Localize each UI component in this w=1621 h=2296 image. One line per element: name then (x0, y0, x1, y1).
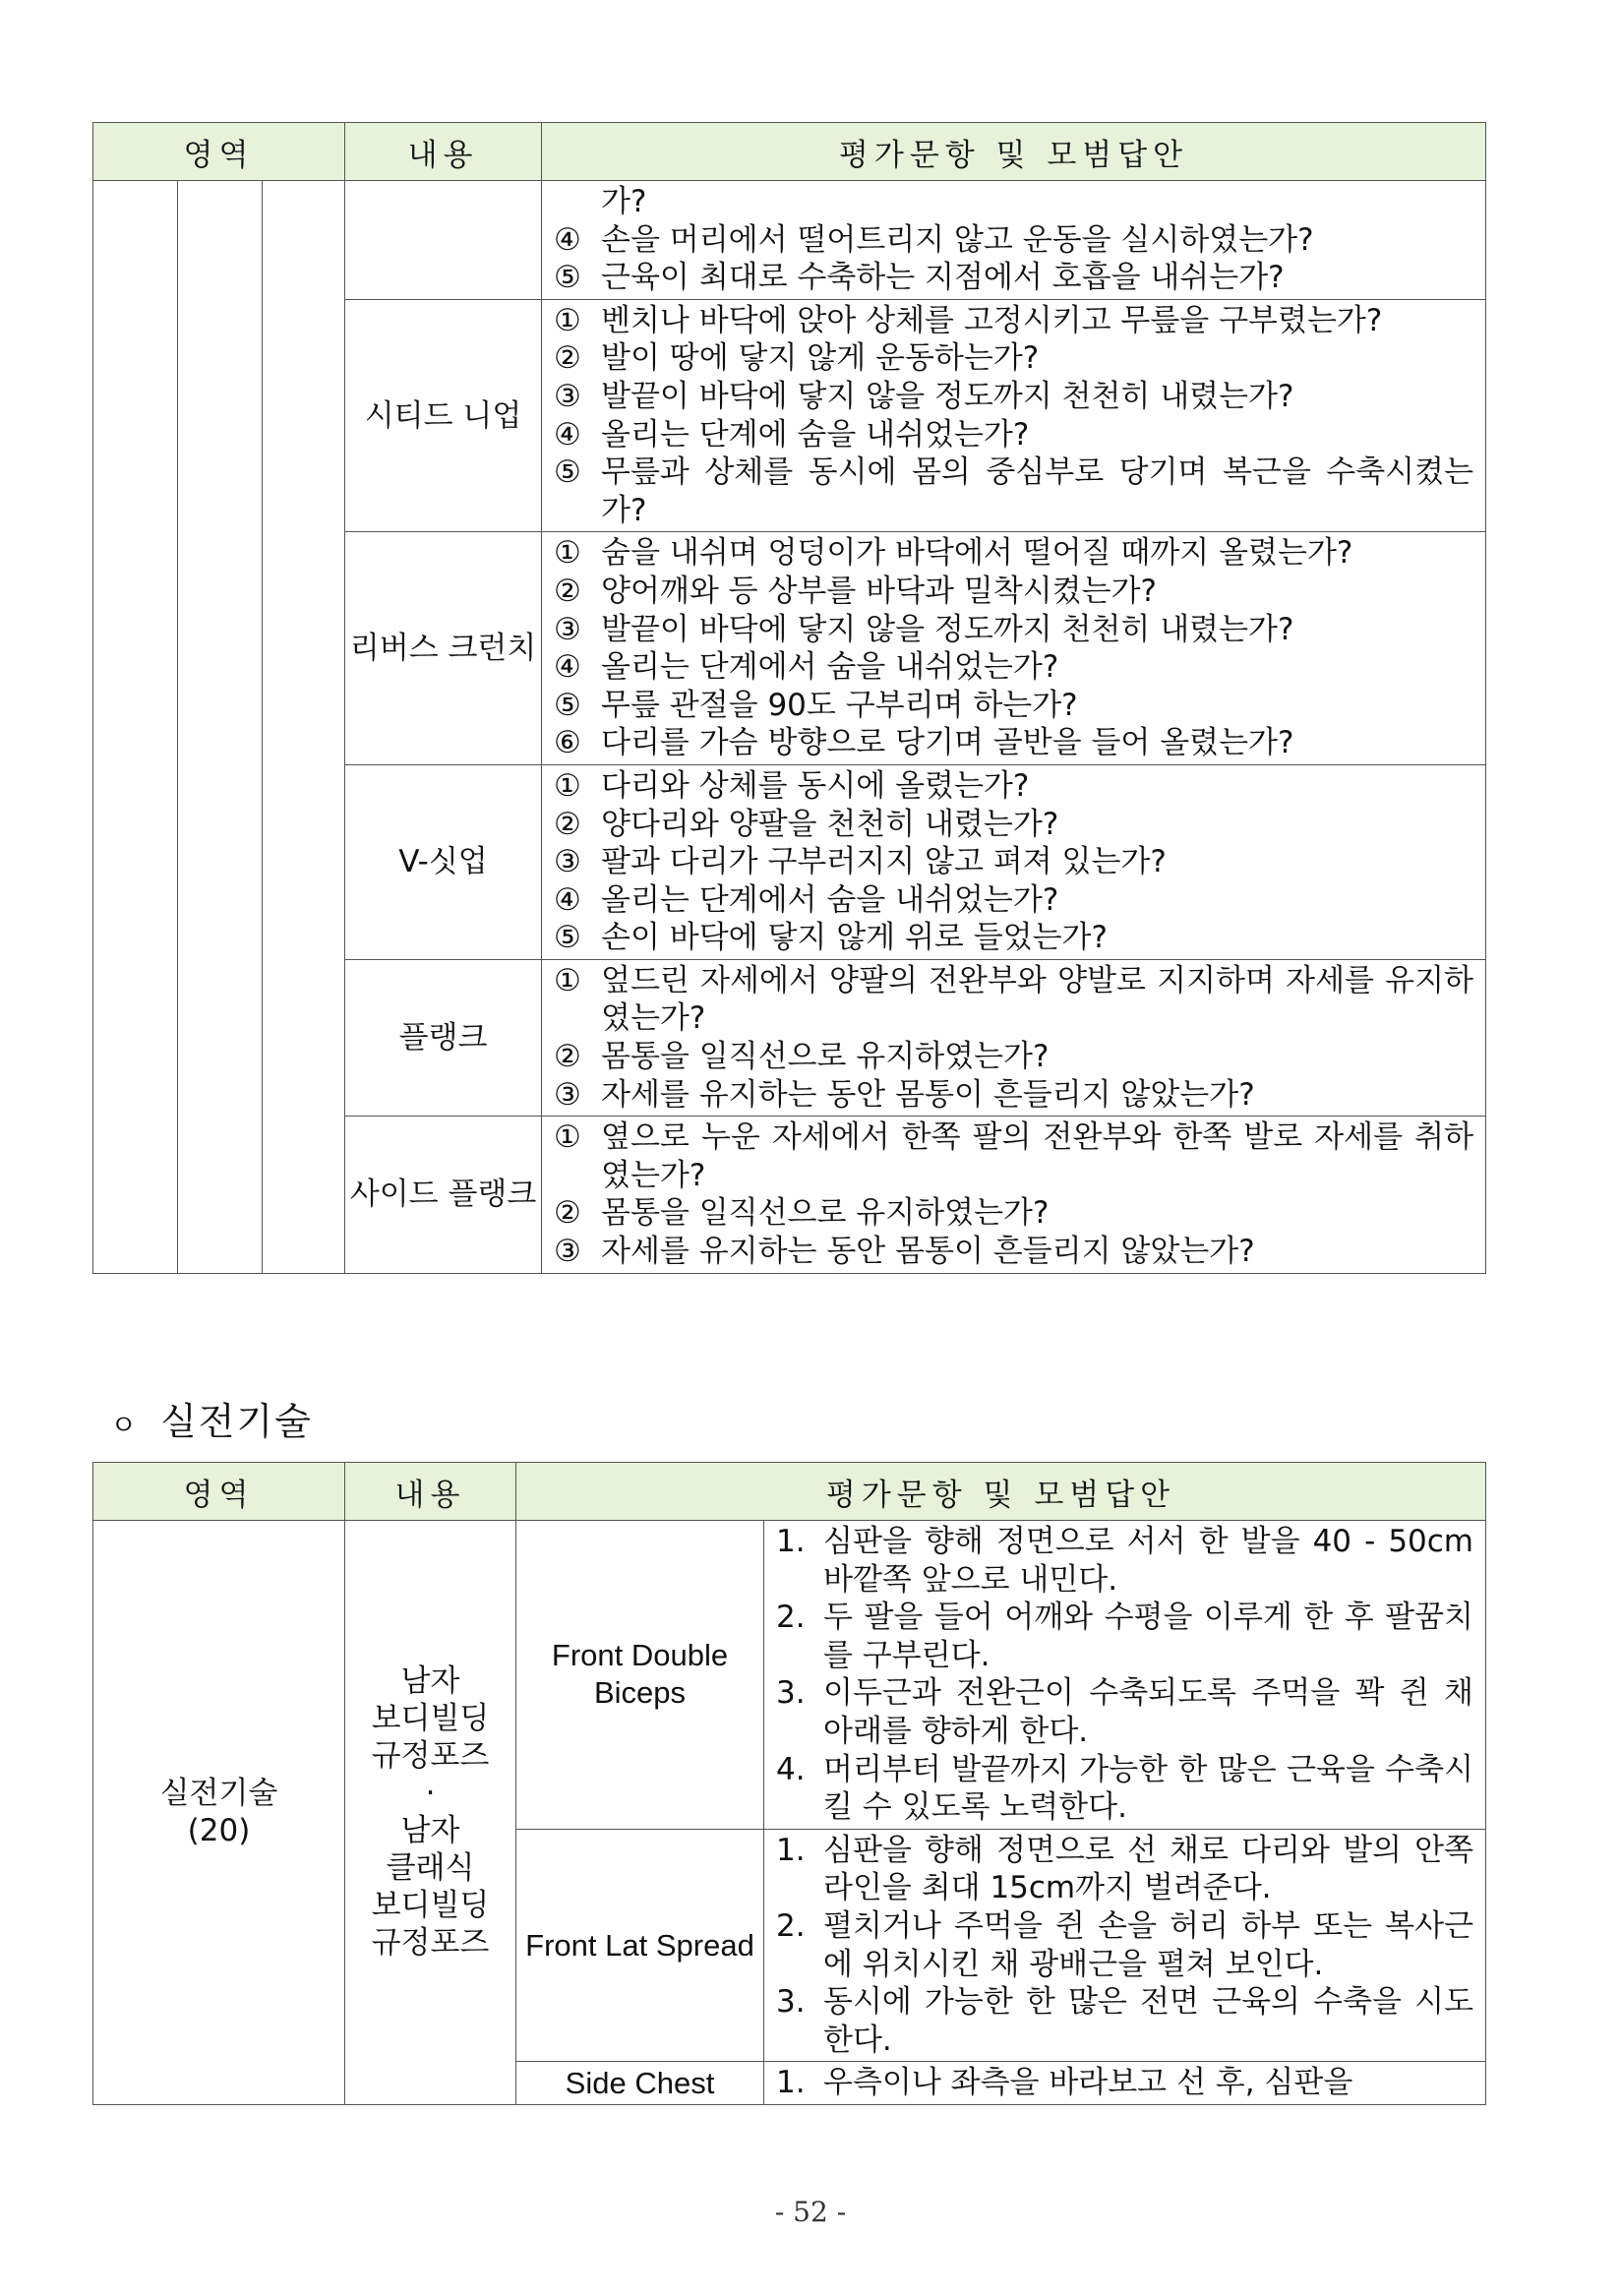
list-item: 3. 이두근과 전완근이 수축되도록 주먹을 꽉 쥔 채 아래를 향하게 한다. (776, 1675, 1474, 1749)
area-cell-2 (178, 181, 263, 1274)
evaluation-items (542, 1117, 1486, 1273)
list-item: 2. 펼치거나 주먹을 쥔 손을 허리 하부 또는 복사근에 위치시킨 채 광배근을 펼쳐 보인다. (776, 1907, 1474, 1982)
page-number: - 52 - (774, 2196, 847, 2228)
evaluation-items (542, 764, 1486, 959)
list-item: ① 엎드린 자세에서 양팔의 전완부와 양발로 지지하며 자세를 유지하였는가? (554, 962, 1474, 1037)
exercise-name: V-싯업 (345, 764, 542, 959)
list-item (554, 221, 1473, 260)
list-item: ② 몸통을 일직선으로 유지하였는가? (554, 1039, 1050, 1075)
evaluation-items (542, 959, 1486, 1116)
exercise-name: 사이드 플랭크 (345, 1117, 542, 1273)
item-number (554, 183, 601, 221)
content-line: 남자 (400, 1663, 460, 1700)
list-item: ① 다리와 상체를 동시에 올렸는가? (554, 767, 1030, 804)
list-item: ④ 올리는 단계에 숨을 내쉬었는가? (554, 416, 1030, 453)
list-item: ① 숨을 내쉬며 엉덩이가 바닥에서 떨어질 때까지 올렸는가? (554, 535, 1353, 572)
pose-name: Side Chest (516, 2062, 764, 2105)
exercise-name: 플랭크 (345, 959, 542, 1116)
content-line: 보디빌딩 (371, 1701, 490, 1737)
item-number: ⑤ (554, 260, 581, 296)
table-row (93, 181, 1486, 300)
evaluation-table-practical (92, 1462, 1486, 2105)
header-area: 영역 (93, 123, 345, 181)
content-line: 규정포즈 (371, 1738, 490, 1775)
table-header-row (93, 123, 1486, 181)
content-line: 클래식 (386, 1850, 475, 1887)
list-item (554, 183, 1473, 221)
list-item: ② 양어깨와 등 상부를 바닥과 밀착시켰는가? (554, 573, 1157, 609)
list-item: 3. 동시에 가능한 한 많은 전면 근육의 수축을 시도한다. (776, 1984, 1474, 2058)
section-title: 실전기술 (160, 1400, 313, 1443)
item-text: 가? (601, 184, 647, 219)
area-cell-3 (263, 181, 345, 1274)
list-item: 1. 심판을 향해 정면으로 서서 한 발을 40 - 50cm 바깥쪽 앞으로 내민다. (776, 1524, 1474, 1598)
list-item: ② 발이 땅에 닿지 않게 운동하는가? (554, 340, 1040, 377)
evaluation-items (764, 1829, 1486, 2062)
list-item: ④ 올리는 단계에서 숨을 내쉬었는가? (554, 881, 1059, 918)
header-content: 내용 (345, 1463, 516, 1521)
list-item: 4. 머리부터 발끝까지 가능한 한 많은 근육을 수축시킬 수 있도록 노력한다. (776, 1751, 1474, 1826)
list-item: 2. 두 팔을 들어 어깨와 수평을 이루게 한 후 팔꿈치를 구부린다. (776, 1600, 1474, 1673)
exercise-name: 시티드 니업 (345, 299, 542, 532)
list-item: ⑤ 무릎과 상체를 동시에 몸의 중심부로 당기며 복근을 수축시켰는가? (554, 454, 1474, 528)
evaluation-items (542, 532, 1486, 765)
content-line: 규정포즈 (371, 1925, 490, 1962)
item-number: ④ (554, 221, 581, 258)
list-item: ⑥ 다리를 가슴 방향으로 당기며 골반을 들어 올렸는가? (554, 725, 1294, 761)
area-label: 실전기술 (159, 1776, 278, 1812)
list-item (554, 259, 1473, 297)
evaluation-items (764, 1521, 1486, 1830)
table-header-row (93, 1463, 1486, 1521)
area-cell (93, 1521, 345, 2105)
list-item: ② 양다리와 양팔을 천천히 내렸는가? (554, 806, 1059, 842)
exercise-name: 리버스 크런치 (345, 532, 542, 765)
list-item: ③ 발끝이 바닥에 닿지 않을 정도까지 천천히 내렸는가? (554, 378, 1294, 414)
content-line: 보디빌딩 (371, 1888, 490, 1924)
pose-name: Front Double Biceps (516, 1521, 764, 1830)
evaluation-table-core (92, 122, 1486, 1274)
header-content: 내용 (345, 123, 542, 181)
content-line: · (425, 1776, 436, 1812)
table-row (93, 1521, 1486, 1830)
item-text: 손을 머리에서 떨어트리지 않고 운동을 실시하였는가? (601, 221, 1314, 258)
list-item: ① 옆으로 누운 자세에서 한쪽 팔의 전완부와 한쪽 발로 자세를 취하였는가? (554, 1119, 1474, 1193)
list-item: ③ 자세를 유지하는 동안 몸통이 흔들리지 않았는가? (554, 1234, 1255, 1270)
header-evaluation: 평가문항 및 모범답안 (516, 1463, 1486, 1521)
list-item: 1. 심판을 향해 정면으로 선 채로 다리와 발의 안쪽 라인을 최대 15cm까지 벌려준다. (776, 1832, 1474, 1906)
list-item: ⑤ 손이 바닥에 닿지 않게 위로 들었는가? (554, 920, 1108, 956)
section-heading (110, 1391, 313, 1445)
list-item: ⑤ 무릎 관절을 90도 구부리며 하는가? (554, 687, 1078, 723)
area-score: (20) (187, 1813, 251, 1849)
content-line: 남자 (400, 1813, 460, 1849)
list-item: ① 벤치나 바닥에 앉아 상체를 고정시키고 무릎을 구부렸는가? (554, 302, 1383, 338)
header-area: 영역 (93, 1463, 345, 1521)
area-cell-1 (93, 181, 178, 1274)
evaluation-items (542, 181, 1486, 300)
exercise-name (345, 181, 542, 300)
content-cell (345, 1521, 516, 2105)
list-item: ④ 올리는 단계에서 숨을 내쉬었는가? (554, 649, 1059, 686)
header-evaluation: 평가문항 및 모범답안 (542, 123, 1486, 181)
list-item: ③ 발끝이 바닥에 닿지 않을 정도까지 천천히 내렸는가? (554, 611, 1294, 647)
list-item: 1. 우측이나 좌측을 바라보고 선 후, 심판을 (776, 2065, 1353, 2101)
list-item: ③ 자세를 유지하는 동안 몸통이 흔들리지 않았는가? (554, 1076, 1255, 1113)
bullet-icon: ㅇ (110, 1409, 140, 1441)
evaluation-items (542, 299, 1486, 532)
evaluation-items (764, 2062, 1486, 2105)
list-item: ② 몸통을 일직선으로 유지하였는가? (554, 1195, 1050, 1232)
item-text: 근육이 최대로 수축하는 지점에서 호흡을 내쉬는가? (601, 260, 1285, 296)
pose-name: Front Lat Spread (516, 1829, 764, 2062)
list-item: ③ 팔과 다리가 구부러지지 않고 펴져 있는가? (554, 844, 1167, 880)
